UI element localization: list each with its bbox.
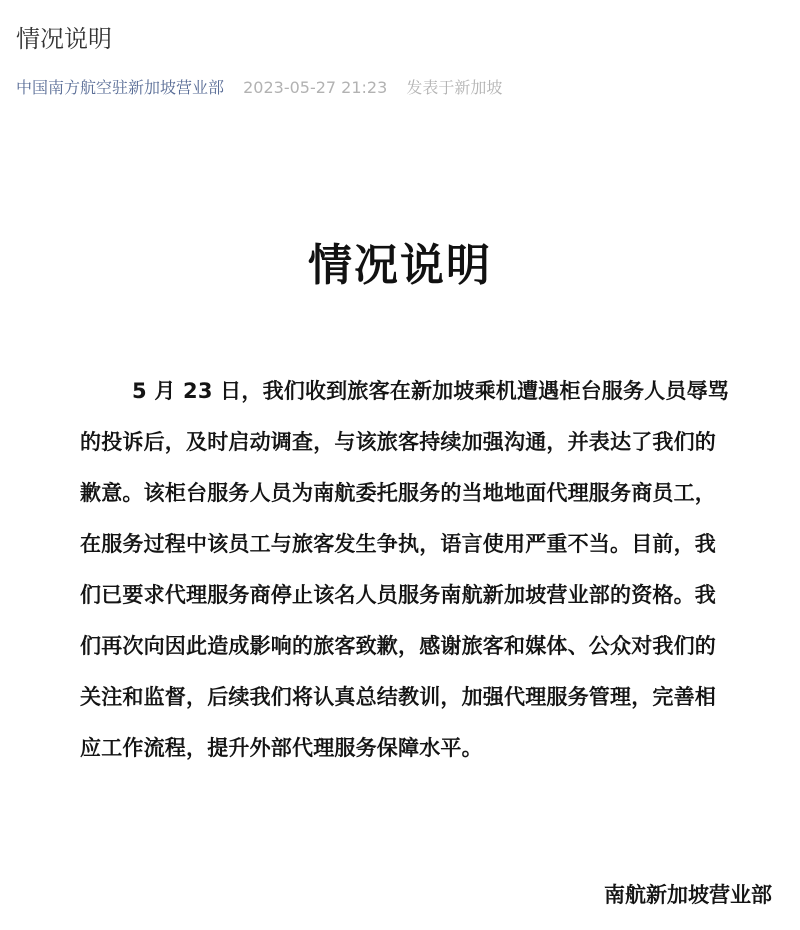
body-line: 的投诉后，及时启动调查，与该旅客持续加强沟通，并表达了我们的	[80, 430, 716, 454]
body-line: 们已要求代理服务商停止该名人员服务南航新加坡营业部的资格。我	[80, 583, 716, 607]
body-line: 在服务过程中该员工与旅客发生争执，语言使用严重不当。目前，我	[80, 532, 716, 556]
document-signature: 南航新加坡营业部	[604, 883, 772, 907]
account-name-link[interactable]: 中国南方航空驻新加坡营业部	[16, 78, 225, 97]
publish-time: 2023-05-27 21:23	[243, 78, 388, 97]
article-meta	[16, 76, 502, 100]
body-line: 们再次向因此造成影响的旅客致歉，感谢旅客和媒体、公众对我们的	[80, 634, 716, 658]
document-body	[80, 366, 780, 774]
publish-location: 发表于新加坡	[406, 78, 503, 97]
body-line: 应工作流程，提升外部代理服务保障水平。	[80, 736, 483, 760]
article-title: 情况说明	[16, 25, 112, 53]
document-heading: 情况说明	[308, 240, 492, 291]
body-line: 歉意。该柜台服务人员为南航委托服务的当地地面代理服务商员工，	[80, 481, 716, 505]
body-line: 关注和监督，后续我们将认真总结教训，加强代理服务管理，完善相	[80, 685, 716, 709]
body-line: 5 月 23 日，我们收到旅客在新加坡乘机遭遇柜台服务人员辱骂	[132, 379, 729, 403]
